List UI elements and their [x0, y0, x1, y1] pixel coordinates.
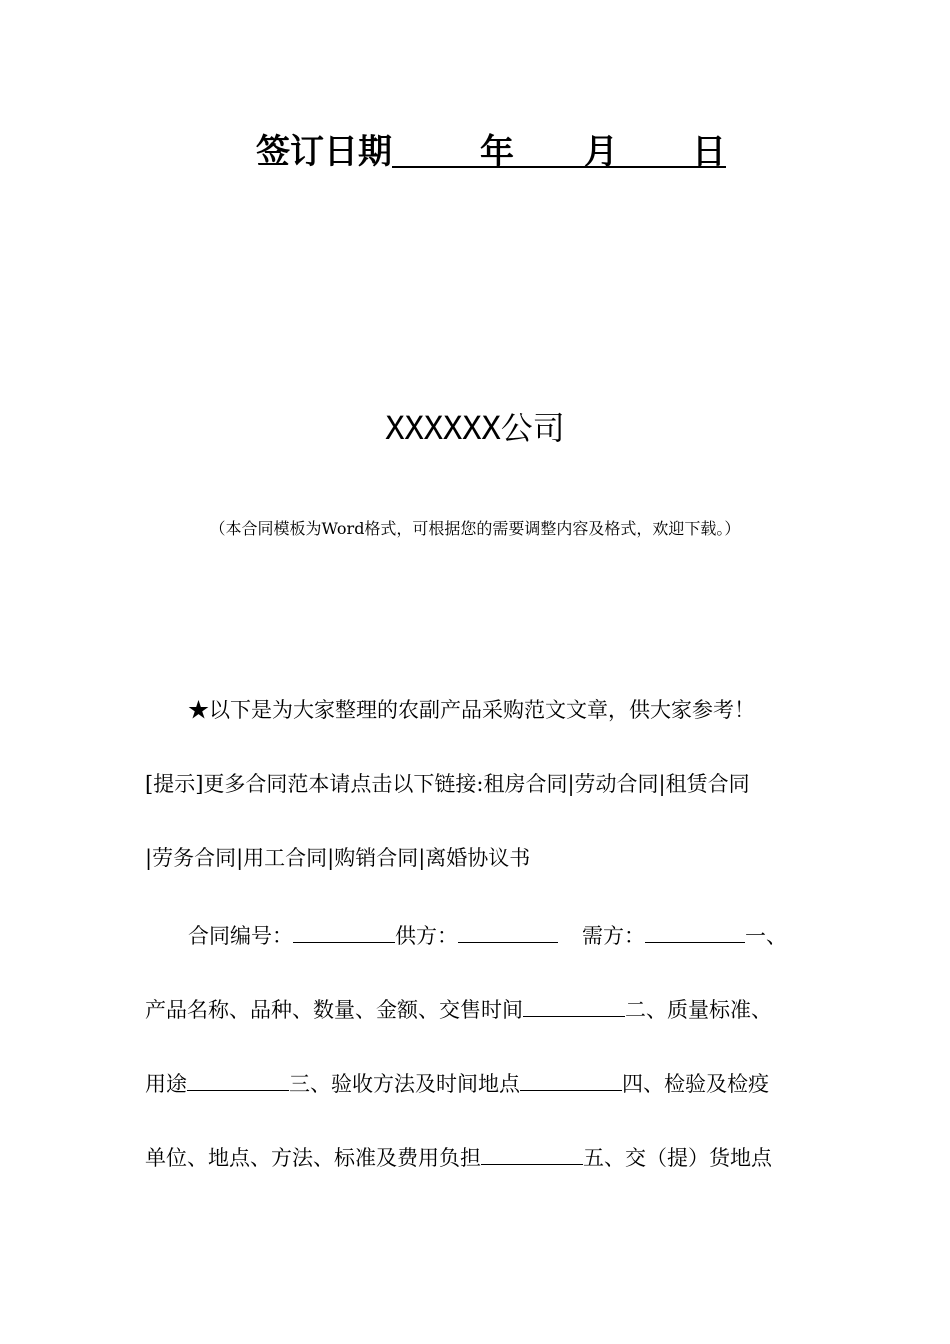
contract-number-blank[interactable] [293, 920, 395, 943]
acceptance-label: 三、验收方法及时间地点 [289, 1072, 520, 1096]
inspection-unit-label: 单位、地点、方法、标准及费用负担 [145, 1146, 481, 1170]
usage-label: 用途 [145, 1072, 187, 1096]
supplier-blank[interactable] [458, 920, 558, 943]
signing-date-label: 签订日期 [256, 132, 392, 172]
template-note: （本合同模板为Word格式，可根据您的需要调整内容及格式，欢迎下载。） [209, 519, 741, 538]
acceptance-blank[interactable] [520, 1068, 622, 1091]
month-blank [514, 128, 618, 172]
contract-number-line [188, 920, 787, 952]
quality-standard-label: 二、质量标准、 [625, 998, 772, 1022]
section-one-label: 一、 [745, 924, 787, 948]
product-line [145, 994, 772, 1026]
signing-date-line [256, 128, 726, 176]
product-info-label: 产品名称、品种、数量、金额、交售时间 [145, 998, 523, 1022]
company-name: XXXXXX公司 [385, 409, 565, 447]
year-blank [392, 128, 514, 172]
product-info-blank[interactable] [523, 994, 625, 1017]
day-blank [618, 128, 726, 172]
supplier-label: 供方： [395, 924, 458, 948]
hint-links-line-2[interactable]: |劳务合同|用工合同|购销合同|离婚协议书 [145, 846, 531, 870]
intro-line: ★以下是为大家整理的农副产品采购范文文章，供大家参考！ [188, 698, 755, 722]
buyer-blank[interactable] [645, 920, 745, 943]
inspection-label: 四、检验及检疫 [622, 1072, 769, 1096]
year-label: 年 [480, 132, 514, 172]
day-label: 日 [692, 132, 726, 172]
month-label: 月 [584, 132, 618, 172]
hint-links-line-1[interactable]: [提示]更多合同范本请点击以下链接:租房合同|劳动合同|租赁合同 [145, 772, 750, 796]
buyer-label: 需方： [582, 924, 645, 948]
contract-number-label: 合同编号： [188, 924, 293, 948]
inspection-unit-line [145, 1142, 772, 1174]
delivery-location-label: 五、交（提）货地点 [583, 1146, 772, 1170]
usage-blank[interactable] [187, 1068, 289, 1091]
usage-line [145, 1068, 769, 1100]
inspection-unit-blank[interactable] [481, 1142, 583, 1165]
